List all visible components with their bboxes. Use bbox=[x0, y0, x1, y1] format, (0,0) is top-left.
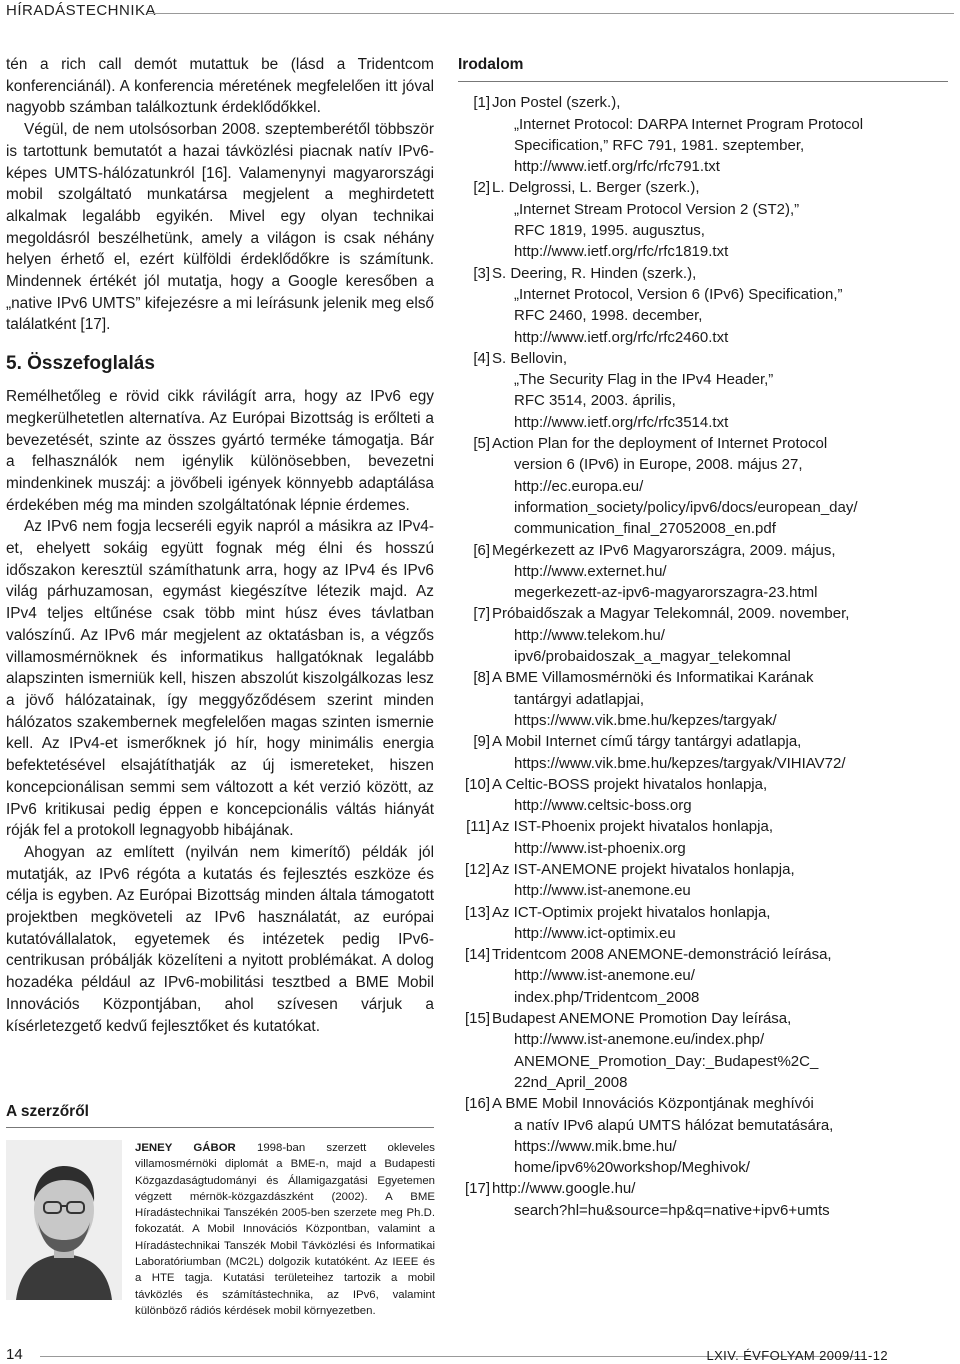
reference-line: Próbaidőszak a Magyar Telekomnál, 2009. november, bbox=[492, 605, 850, 623]
reference-line: Budapest ANEMONE Promotion Day leírása, bbox=[492, 1010, 792, 1028]
reference-line: L. Delgrossi, L. Berger (szerk.), bbox=[492, 179, 700, 197]
reference-line: Az IST-ANEMONE projekt hivatalos honlapja, bbox=[492, 860, 795, 878]
reference-item bbox=[458, 731, 948, 774]
volume-label: LXIV. ÉVFOLYAM 2009/11-12 bbox=[706, 1348, 888, 1363]
reference-number: [11] bbox=[466, 818, 490, 836]
reference-body bbox=[492, 816, 773, 859]
reference-line: http://ec.europa.eu/ bbox=[514, 477, 644, 495]
reference-line: „Internet Stream Protocol Version 2 (ST2),” bbox=[514, 200, 800, 218]
reference-number: [1] bbox=[473, 94, 490, 112]
reference-item bbox=[458, 859, 948, 902]
reference-item bbox=[458, 816, 948, 859]
reference-number: [16] bbox=[464, 1095, 490, 1113]
reference-body bbox=[492, 540, 836, 604]
reference-body bbox=[492, 348, 773, 433]
reference-item bbox=[458, 348, 948, 433]
reference-body bbox=[492, 944, 832, 1008]
reference-item bbox=[458, 433, 948, 539]
reference-body bbox=[492, 667, 814, 731]
reference-body bbox=[492, 603, 849, 667]
reference-line: http://www.ietf.org/rfc/rfc2460.txt bbox=[514, 328, 729, 346]
reference-line: ipv6/probaidoszak_a_magyar_telekomnal bbox=[514, 648, 791, 666]
reference-line: RFC 3514, 2003. április, bbox=[514, 392, 676, 410]
author-photo bbox=[6, 1140, 122, 1300]
reference-number: [5] bbox=[473, 435, 490, 453]
reference-number: [7] bbox=[473, 605, 490, 623]
paragraph-4: Az IPv6 nem fogja lecseréli egyik napról a másikra az IPv4-et, ehelyett sokáig együtt fognak még élni és hosszú időszakon keresztül számíthatunk arra, hogy az IPv4 és IPv6 világ párhuzamosan, egymást kiegészítve létezik majd. Az IPv4 teljes eltűnése csak több mint húsz éves távlatban valószínű. Az IPv6 már megjelent az oktatásban is, a végzős villamosmérnöknek és informatikus hallgatóknak legalább alapszinten ismerniük kell, hiszen abszolút kiszolgálkozas lesz a jövő hálózatainak, így meggyőződésem szerint minden hálózatos szakembernek megfelelően magas szinten ismernie kell. Az IPv4-et ismerőknek jó hír, hogy minimális energia befektetésével elsajátíthatják az új ismereteket, hiszen koncepcionálisan semmi sem változott a két verzió között, az IPv6 kritikusai pedig éppen e koncepcionális váltás hiányát róják fel a protokoll legnagyobb hibájának. bbox=[6, 518, 434, 840]
reference-line: http://www.ietf.org/rfc/rfc791.txt bbox=[514, 158, 720, 176]
reference-item bbox=[458, 667, 948, 731]
reference-body bbox=[492, 92, 863, 177]
reference-line: version 6 (IPv6) in Europe, 2008. május 27, bbox=[514, 456, 803, 474]
author-bio-text: 1998-ban szerzett okleveles villamosmérnöki diplomát a BME-n, majd a Budapesti Közgazdaságtudományi és Államigazgatási Egyetemen végzett mérnök-közgazdászként (2002). A BME Híradástechnikai Tanszékén 2005-ben szerzete meg Ph.D. fokozatát. A Mobil Innovációs Központban, valamint a Híradástechnikai Tanszék Mobil Távközlési és Informatikai Laboratóriumban (MC2L) dolgozik kutatóként. Az IEEE és a HTE tagja. Kutatási területeihez tartozik a mobil távközlés és számítástechnika, az IPv6, valamint különböző rádiós kérdések mobil környezetben. bbox=[135, 1142, 435, 1317]
author-bio bbox=[135, 1140, 435, 1319]
reference-item bbox=[458, 1093, 948, 1178]
reference-item bbox=[458, 1008, 948, 1093]
reference-line: S. Deering, R. Hinden (szerk.), bbox=[492, 264, 697, 282]
reference-line: A BME Villamosmérnöki és Informatikai Karának bbox=[492, 669, 814, 687]
reference-line: http://www.ist-phoenix.org bbox=[514, 839, 686, 857]
author-name: JENEY GÁBOR bbox=[135, 1142, 236, 1154]
reference-line: index.php/Tridentcom_2008 bbox=[514, 988, 700, 1006]
reference-body bbox=[492, 1008, 818, 1093]
paragraph-2: Végül, de nem utolsósorban 2008. szeptemberétől többször is tartottunk bemutatót a hazai távközlési piacnak natív IPv6-képes UMTS-hálózatunkról [16]. Valamenynyi magyarországi mobil szolgáltató munkatársa megjelent a meghirdetett alkalmak legalább egyikén. Mivel egy olyan technikai megoldásról beszélhetünk, amely a világon is csak néhány helyen érhető el, ezért külföldi érdeklődőkre is számítunk. Mindennek értékét jól mutatja, hogy a Google keresőben a „native IPv6 UMTS” kifejezésre a mi leírásunk jelenik meg első találatként [17]. bbox=[6, 121, 434, 334]
paragraph-1: tén a rich call demót mutattuk be (lásd a Tridentcom konferenciánál). A konferencia méretének megfelelően itt jóval nagyobb számban találkoztunk érdeklődőkkel. bbox=[6, 56, 434, 117]
reference-line: „Internet Protocol, Version 6 (IPv6) Specification,” bbox=[514, 285, 843, 303]
reference-line: http://www.ist-anemone.eu/ bbox=[514, 967, 695, 985]
reference-line: communication_final_27052008_en.pdf bbox=[514, 520, 776, 538]
reference-item bbox=[458, 774, 948, 817]
reference-line: https://www.mik.bme.hu/ bbox=[514, 1137, 677, 1155]
references-column bbox=[458, 54, 948, 1221]
reference-item bbox=[458, 944, 948, 1008]
reference-line: Jon Postel (szerk.), bbox=[492, 94, 621, 112]
reference-item bbox=[458, 603, 948, 667]
reference-line: http://www.externet.hu/ bbox=[514, 562, 667, 580]
reference-line: Az ICT-Optimix projekt hivatalos honlapja, bbox=[492, 903, 771, 921]
reference-item bbox=[458, 92, 948, 177]
author-rule bbox=[6, 1127, 434, 1128]
author-section-title: A szerzőről bbox=[6, 1103, 89, 1120]
main-text-column bbox=[6, 54, 434, 1037]
reference-line: information_society/policy/ipv6/docs/european_day/ bbox=[514, 498, 858, 516]
reference-line: http://www.telekom.hu/ bbox=[514, 626, 665, 644]
reference-line: A BME Mobil Innovációs Központjának meghívói bbox=[492, 1095, 814, 1113]
reference-number: [14] bbox=[464, 946, 490, 964]
reference-line: RFC 1819, 1995. augusztus, bbox=[514, 222, 705, 240]
header-rule bbox=[148, 13, 954, 14]
reference-line: tantárgyi adatlapjai, bbox=[514, 690, 645, 708]
reference-line: home/ipv6%20workshop/Meghivok/ bbox=[514, 1159, 750, 1177]
reference-line: 22nd_April_2008 bbox=[514, 1073, 628, 1091]
reference-line: Action Plan for the deployment of Internet Protocol bbox=[492, 435, 828, 453]
reference-line: http://www.ict-optimix.eu bbox=[514, 924, 676, 942]
reference-line: search?hl=hu&source=hp&q=native+ipv6+umts bbox=[514, 1201, 830, 1219]
reference-item bbox=[458, 902, 948, 945]
reference-line: „The Security Flag in the IPv4 Header,” bbox=[514, 371, 774, 389]
reference-line: http://www.ist-anemone.eu bbox=[514, 882, 691, 900]
reference-number: [17] bbox=[464, 1180, 490, 1198]
reference-line: Megérkezett az IPv6 Magyarországra, 2009. május, bbox=[492, 541, 836, 559]
section-title: 5. Összefoglalás bbox=[6, 353, 155, 375]
reference-line: RFC 2460, 1998. december, bbox=[514, 307, 703, 325]
reference-body bbox=[492, 731, 846, 774]
reference-line: „Internet Protocol: DARPA Internet Program Protocol bbox=[514, 115, 864, 133]
paragraph-5: Ahogyan az említett (nyilván nem kimerítő) példák jól mutatják, az IPv6 régóta a kutatás és fejlesztés eszköze és célja is egyben. Az Európai Bizottság minden általa támogatott projektben megköveteli az IPv6 használatát, az európai kutatóvállalatok, egyetemek és intézetek pedig IPv6-centrikusan próbálják közelíteni a nyitott problémákat. A dolog hozadéka például az IPv6-mobilitási tesztbed a BME Mobil Innovációs Központjában, ahol szívesen várjuk a kísérletezgető kedvű fejlesztőket és kutatókat. bbox=[6, 843, 434, 1035]
reference-item bbox=[458, 540, 948, 604]
reference-line: a natív IPv6 alapú UMTS hálózat bemutatására, bbox=[514, 1116, 834, 1134]
reference-body bbox=[492, 263, 842, 348]
reference-number: [15] bbox=[464, 1010, 490, 1028]
reference-body bbox=[492, 177, 799, 262]
reference-line: http://www.ietf.org/rfc/rfc3514.txt bbox=[514, 413, 729, 431]
reference-line: Tridentcom 2008 ANEMONE-demonstráció leírása, bbox=[492, 946, 832, 964]
reference-line: http://www.ietf.org/rfc/rfc1819.txt bbox=[514, 243, 729, 261]
reference-line: A Mobil Internet című tárgy tantárgyi adatlapja, bbox=[492, 733, 802, 751]
reference-list bbox=[458, 92, 948, 1221]
running-head: HÍRADÁSTECHNIKA bbox=[6, 2, 157, 19]
reference-line: http://www.google.hu/ bbox=[492, 1180, 636, 1198]
reference-body bbox=[492, 902, 770, 945]
page-number: 14 bbox=[6, 1346, 23, 1363]
reference-body bbox=[492, 1093, 833, 1178]
reference-number: [3] bbox=[473, 264, 490, 282]
reference-number: [4] bbox=[473, 349, 490, 367]
reference-item bbox=[458, 263, 948, 348]
paragraph-3: Remélhetőleg e rövid cikk rávilágít arra, hogy az IPv6 egy megkerülhetetlen alternatíva. Az Európai Bizottság is erőlteti a bevezetését, szinte az összes gyártó terméke támogatja. Bár a felhasználók nem igénylik különösebben, bevezetni mindenkinek muszáj: a jövőbeli igények könnyebb adaptálása érdekében még ma minden szolgáltatónak lépnie érdemes. bbox=[6, 388, 434, 514]
reference-line: megerkezett-az-ipv6-magyarorszagra-23.html bbox=[514, 584, 818, 602]
reference-number: [6] bbox=[473, 541, 490, 559]
reference-line: http://www.celtsic-boss.org bbox=[514, 797, 692, 815]
reference-line: S. Bellovin, bbox=[492, 349, 568, 367]
reference-line: https://www.vik.bme.hu/kepzes/targyak/VIHIAV72/ bbox=[514, 754, 846, 772]
reference-line: https://www.vik.bme.hu/kepzes/targyak/ bbox=[514, 711, 777, 729]
reference-item bbox=[458, 177, 948, 262]
reference-line: A Celtic-BOSS projekt hivatalos honlapja, bbox=[492, 775, 768, 793]
reference-line: Specification,” RFC 791, 1981. szeptember, bbox=[514, 136, 805, 154]
reference-line: Az IST-Phoenix projekt hivatalos honlapja, bbox=[492, 818, 773, 836]
reference-body bbox=[492, 1178, 830, 1221]
reference-number: [9] bbox=[473, 733, 490, 751]
reference-body bbox=[492, 774, 767, 817]
references-title: Irodalom bbox=[458, 54, 948, 82]
reference-body bbox=[492, 433, 858, 539]
reference-number: [13] bbox=[464, 903, 490, 921]
reference-item bbox=[458, 1178, 948, 1221]
reference-number: [8] bbox=[473, 669, 490, 687]
reference-line: http://www.ist-anemone.eu/index.php/ bbox=[514, 1031, 765, 1049]
reference-number: [10] bbox=[464, 775, 490, 793]
reference-number: [12] bbox=[464, 860, 490, 878]
reference-body bbox=[492, 859, 795, 902]
reference-number: [2] bbox=[473, 179, 490, 197]
reference-line: ANEMONE_Promotion_Day:_Budapest%2C_ bbox=[514, 1052, 819, 1070]
